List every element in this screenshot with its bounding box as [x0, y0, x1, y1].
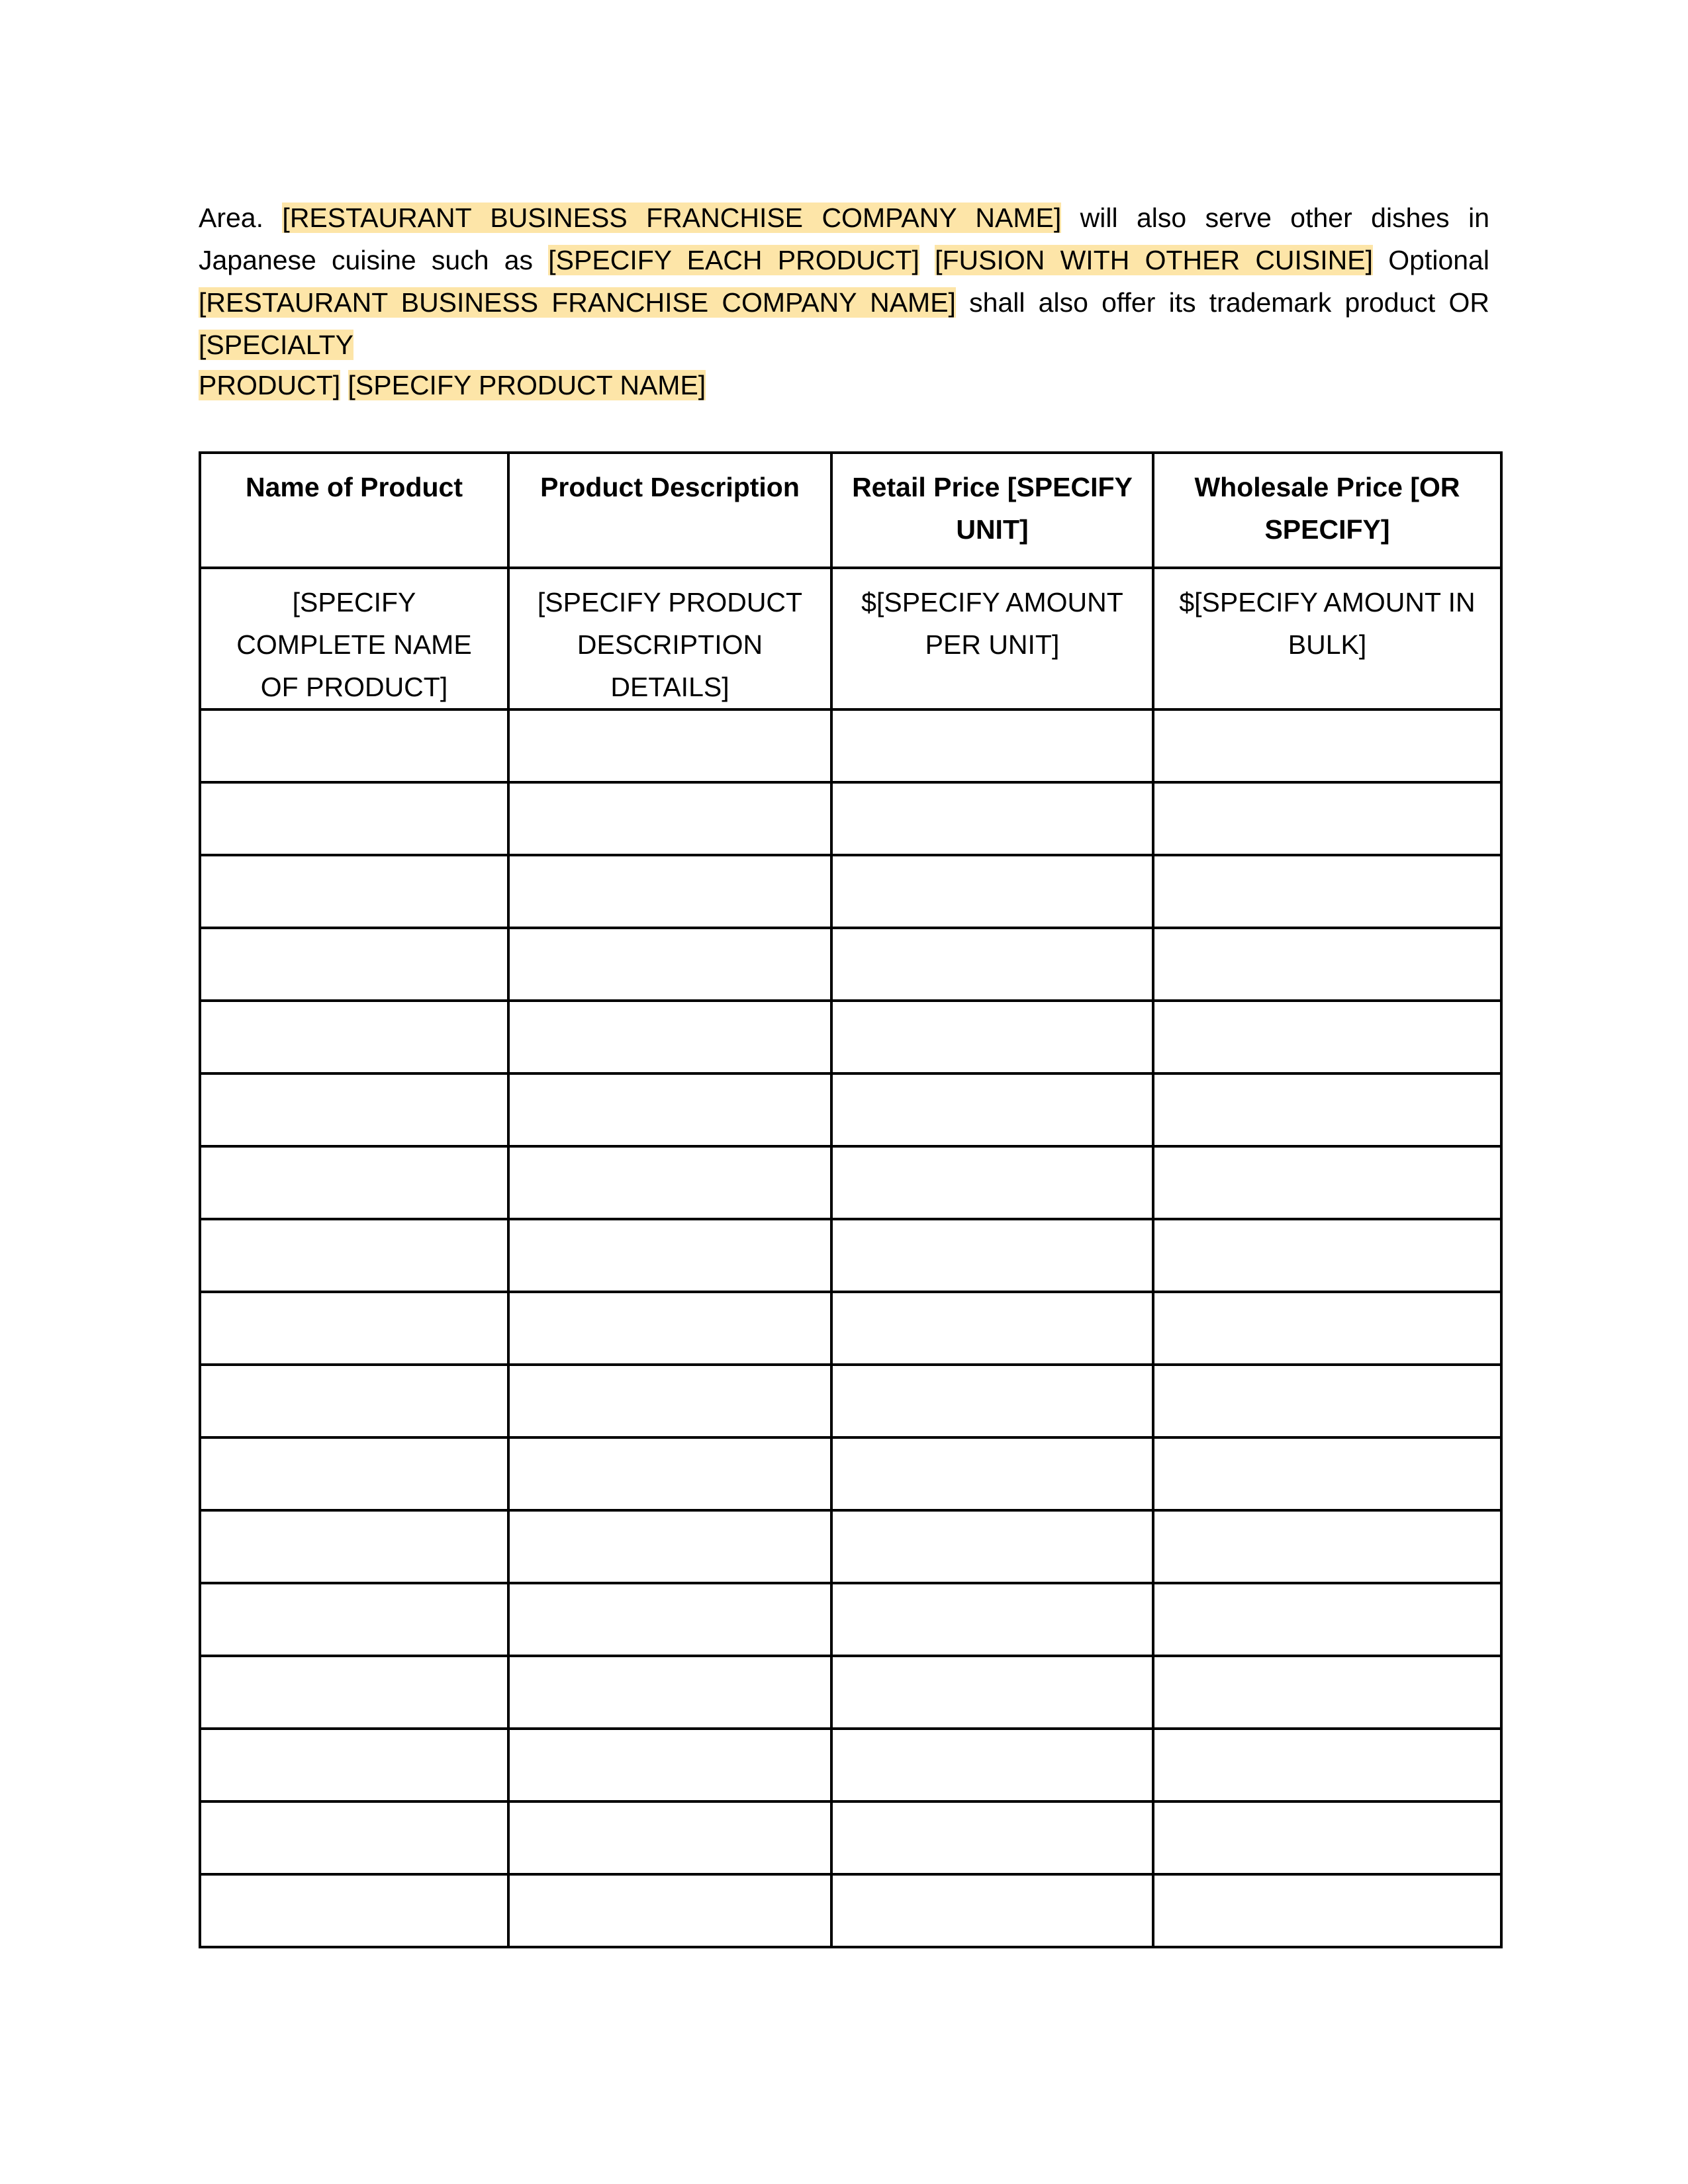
cell-retail-price[interactable] [831, 1146, 1153, 1219]
table-row [200, 1729, 1501, 1801]
cell-product-name[interactable] [200, 1656, 508, 1729]
cell-product-description[interactable] [508, 1292, 831, 1365]
cell-product-name[interactable] [200, 928, 508, 1001]
cell-product-name[interactable] [200, 1292, 508, 1365]
cell-product-name[interactable] [200, 1437, 508, 1510]
table-row [200, 1219, 1501, 1292]
header-product-description: Product Description [508, 453, 831, 568]
cell-retail-price[interactable]: $[SPECIFY AMOUNT PER UNIT] [831, 568, 1153, 709]
cell-product-description[interactable] [508, 1729, 831, 1801]
table-row [200, 928, 1501, 1001]
cell-wholesale-price[interactable] [1153, 928, 1501, 1001]
table-row [200, 1292, 1501, 1365]
cell-wholesale-price[interactable] [1153, 1146, 1501, 1219]
table-row [200, 1437, 1501, 1510]
cell-product-description[interactable] [508, 928, 831, 1001]
cell-product-name[interactable] [200, 1729, 508, 1801]
cell-wholesale-price[interactable] [1153, 1219, 1501, 1292]
cell-retail-price[interactable] [831, 1801, 1153, 1874]
cell-product-name[interactable] [200, 1874, 508, 1947]
cell-product-description[interactable] [508, 1146, 831, 1219]
cell-product-description[interactable] [508, 709, 831, 782]
text-segment: Optional [1373, 245, 1489, 275]
table-row [200, 1146, 1501, 1219]
placeholder-company-name-2: [RESTAURANT BUSINESS FRANCHISE COMPANY NAME] [199, 287, 956, 318]
placeholder-specialty: [SPECIALTY [199, 330, 353, 360]
product-name-paragraph [199, 364, 1489, 406]
placeholder-fusion-cuisine: [FUSION WITH OTHER CUISINE] [935, 245, 1374, 275]
cell-product-name[interactable]: [SPECIFY COMPLETE NAME OF PRODUCT] [200, 568, 508, 709]
cell-product-description[interactable] [508, 1001, 831, 1073]
placeholder-specialty-product: PRODUCT] [199, 370, 341, 400]
cell-retail-price[interactable] [831, 855, 1153, 928]
cell-wholesale-price[interactable] [1153, 1073, 1501, 1146]
cell-product-name[interactable] [200, 1365, 508, 1437]
cell-product-description[interactable] [508, 855, 831, 928]
table-header-row [200, 453, 1501, 568]
cell-product-description[interactable] [508, 1437, 831, 1510]
text-segment: shall also offer its trademark product OR [955, 287, 1490, 318]
table-row [200, 1801, 1501, 1874]
header-name-of-product: Name of Product [200, 453, 508, 568]
cell-wholesale-price[interactable] [1153, 1292, 1501, 1365]
cell-product-description[interactable] [508, 1510, 831, 1583]
cell-product-name[interactable] [200, 1219, 508, 1292]
table-row [200, 1073, 1501, 1146]
cell-product-description[interactable] [508, 1874, 831, 1947]
header-wholesale-price: Wholesale Price [OR SPECIFY] [1153, 453, 1501, 568]
cell-product-name[interactable] [200, 1510, 508, 1583]
cell-retail-price[interactable] [831, 1073, 1153, 1146]
product-table [199, 451, 1503, 1948]
cell-wholesale-price[interactable] [1153, 1874, 1501, 1947]
cell-product-description[interactable] [508, 782, 831, 855]
cell-product-name[interactable] [200, 1146, 508, 1219]
cell-wholesale-price[interactable] [1153, 1729, 1501, 1801]
cell-product-name[interactable] [200, 709, 508, 782]
cell-product-description[interactable] [508, 1801, 831, 1874]
cell-product-description[interactable] [508, 1073, 831, 1146]
text-segment: will also serve other dishes in Japanese cuisine such as [199, 203, 1490, 275]
cell-retail-price[interactable] [831, 1001, 1153, 1073]
cell-retail-price[interactable] [831, 1874, 1153, 1947]
table-row [200, 1583, 1501, 1656]
cell-retail-price[interactable] [831, 709, 1153, 782]
cell-product-name[interactable] [200, 1583, 508, 1656]
cell-product-name[interactable] [200, 855, 508, 928]
text-segment [919, 245, 935, 275]
cell-wholesale-price[interactable] [1153, 709, 1501, 782]
cell-retail-price[interactable] [831, 1437, 1153, 1510]
cell-retail-price[interactable] [831, 1583, 1153, 1656]
cell-product-description[interactable] [508, 1583, 831, 1656]
table-row [200, 568, 1501, 709]
table-row [200, 1001, 1501, 1073]
cell-product-description[interactable] [508, 1656, 831, 1729]
cell-wholesale-price[interactable]: $[SPECIFY AMOUNT IN BULK] [1153, 568, 1501, 709]
table-row [200, 1656, 1501, 1729]
text-segment: Area. [199, 203, 283, 233]
cell-retail-price[interactable] [831, 928, 1153, 1001]
cell-wholesale-price[interactable] [1153, 782, 1501, 855]
cell-retail-price[interactable] [831, 1510, 1153, 1583]
table-row [200, 1510, 1501, 1583]
text-segment [340, 370, 348, 400]
cell-retail-price[interactable] [831, 1656, 1153, 1729]
cell-product-description[interactable] [508, 1219, 831, 1292]
cell-product-name[interactable] [200, 1801, 508, 1874]
table-row [200, 1874, 1501, 1947]
cell-product-name[interactable] [200, 1001, 508, 1073]
placeholder-company-name: [RESTAURANT BUSINESS FRANCHISE COMPANY NAME] [282, 203, 1062, 233]
cell-wholesale-price[interactable] [1153, 1510, 1501, 1583]
cell-retail-price[interactable] [831, 1729, 1153, 1801]
table-row [200, 855, 1501, 928]
cell-retail-price[interactable] [831, 1292, 1153, 1365]
cell-wholesale-price[interactable] [1153, 1583, 1501, 1656]
cell-wholesale-price[interactable] [1153, 1437, 1501, 1510]
cell-product-name[interactable] [200, 782, 508, 855]
cell-wholesale-price[interactable] [1153, 1365, 1501, 1437]
cell-wholesale-price[interactable] [1153, 855, 1501, 928]
table-row [200, 1365, 1501, 1437]
cell-product-description[interactable]: [SPECIFY PRODUCT DESCRIPTION DETAILS] [508, 568, 831, 709]
table-row [200, 782, 1501, 855]
cell-product-description[interactable] [508, 1365, 831, 1437]
placeholder-product-name: [SPECIFY PRODUCT NAME] [348, 370, 706, 400]
table-row [200, 709, 1501, 782]
cell-retail-price[interactable] [831, 1219, 1153, 1292]
cell-wholesale-price[interactable] [1153, 1001, 1501, 1073]
cell-retail-price[interactable] [831, 782, 1153, 855]
cell-wholesale-price[interactable] [1153, 1656, 1501, 1729]
cell-product-name[interactable] [200, 1073, 508, 1146]
cell-wholesale-price[interactable] [1153, 1801, 1501, 1874]
header-retail-price: Retail Price [SPECIFY UNIT] [831, 453, 1153, 568]
placeholder-specify-each-product: [SPECIFY EACH PRODUCT] [548, 245, 919, 275]
intro-paragraph [199, 197, 1489, 366]
cell-retail-price[interactable] [831, 1365, 1153, 1437]
